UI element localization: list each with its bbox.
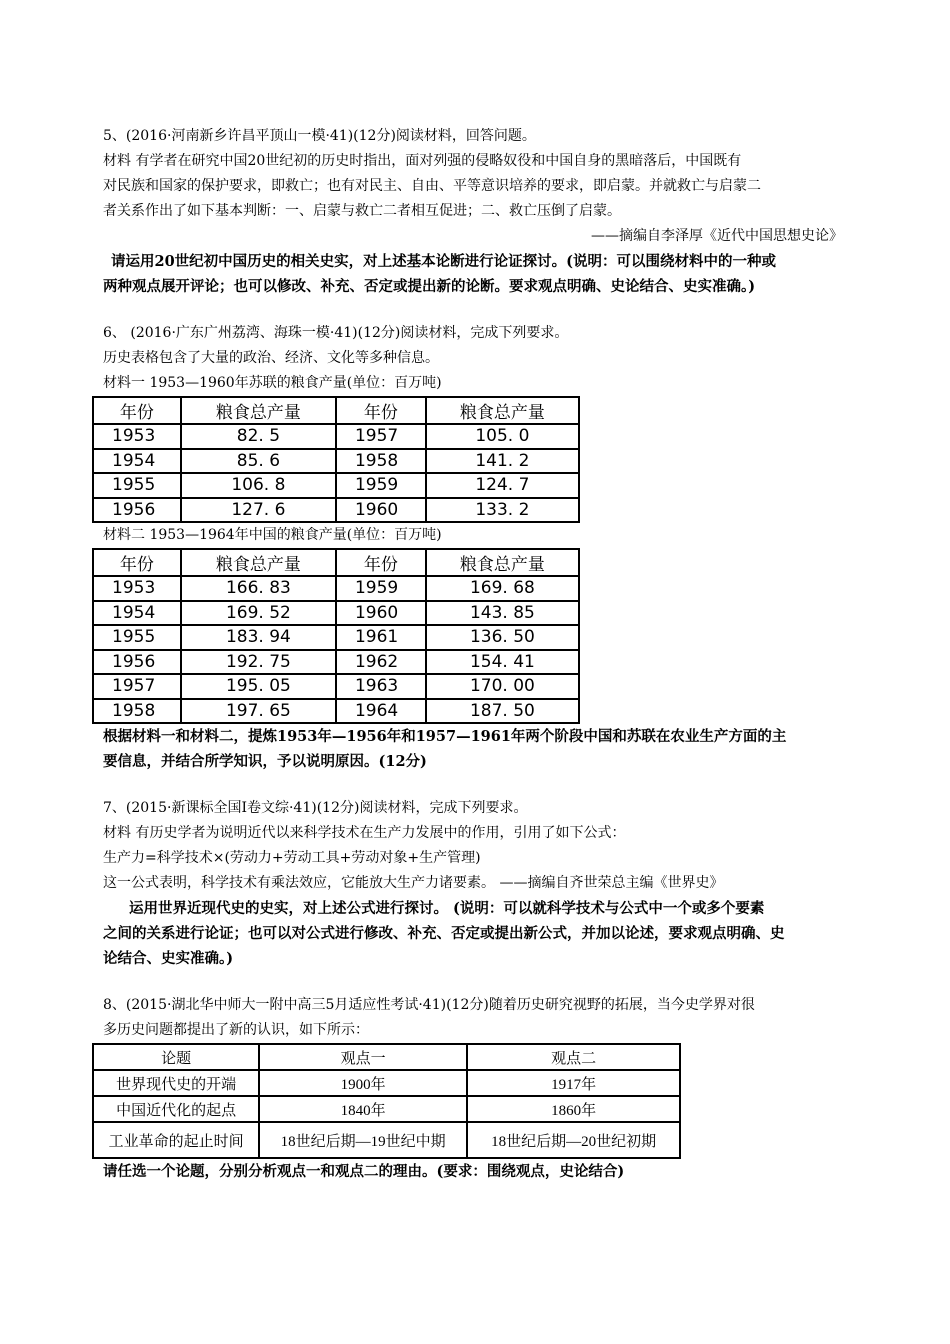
table-cell: 124. 7 bbox=[426, 473, 579, 498]
q5-material-line: 者关系作出了如下基本判断：一、启蒙与救亡二者相互促进；二、救亡压倒了启蒙。 bbox=[103, 203, 621, 219]
table-cell: 1957 bbox=[93, 674, 181, 699]
ussr-grain-table bbox=[92, 396, 580, 523]
table-cell: 136. 50 bbox=[426, 625, 579, 650]
q8-title-line: 8、(2015·湖北华中师大一附中高三5月适应性考试·41)(12分)随着历史研究视野的拓展，当今史学界对很 bbox=[103, 997, 755, 1013]
table-cell: 1960 bbox=[336, 601, 426, 626]
table-cell: 1900年 bbox=[259, 1070, 467, 1096]
table-cell: 1956 bbox=[93, 650, 181, 675]
q7-material-line: 材料 有历史学者为说明近代以来科学技术在生产力发展中的作用，引用了如下公式： bbox=[103, 825, 626, 841]
table-cell: 141. 2 bbox=[426, 449, 579, 474]
table-row bbox=[93, 699, 579, 724]
table-header-row bbox=[93, 397, 579, 424]
table-cell: 183. 94 bbox=[181, 625, 336, 650]
table-header-row bbox=[93, 549, 579, 576]
table-cell: 1953 bbox=[93, 576, 181, 601]
q5-title: 5、(2016·河南新乡许昌平顶山一模·41)(12分)阅读材料，回答问题。 bbox=[103, 128, 536, 144]
q7-task-line: 之间的关系进行论证；也可以对公式进行修改、补充、否定或提出新公式，并加以论述，要求观点明确、史 bbox=[103, 925, 785, 942]
table-cell: 1954 bbox=[93, 601, 181, 626]
table-cell: 1956 bbox=[93, 498, 181, 523]
q7-title: 7、(2015·新课标全国Ⅰ卷文综·41)(12分)阅读材料，完成下列要求。 bbox=[103, 800, 528, 816]
q5-task-line: 请运用20世纪初中国历史的相关史实，对上述基本论断进行论证探讨。(说明：可以围绕材料中的一种或 bbox=[111, 253, 777, 270]
document-page bbox=[103, 124, 863, 1184]
table-cell: 1958 bbox=[93, 699, 181, 724]
table-cell: 1960 bbox=[336, 498, 426, 523]
table-cell: 169. 52 bbox=[181, 601, 336, 626]
table-cell: 1917年 bbox=[467, 1070, 680, 1096]
table-header-cell: 年份 bbox=[93, 397, 181, 424]
table-header-row bbox=[93, 1044, 680, 1070]
table-cell: 154. 41 bbox=[426, 650, 579, 675]
q6-title: 6、 (2016·广东广州荔湾、海珠一模·41)(12分)阅读材料，完成下列要求。 bbox=[103, 325, 569, 341]
table-row bbox=[93, 576, 579, 601]
table-cell: 1954 bbox=[93, 449, 181, 474]
table-header-cell: 年份 bbox=[336, 549, 426, 576]
table-header-cell: 粮食总产量 bbox=[426, 397, 579, 424]
table-cell: 1955 bbox=[93, 625, 181, 650]
table-cell: 1964 bbox=[336, 699, 426, 724]
table-cell: 105. 0 bbox=[426, 424, 579, 449]
table-cell: 工业革命的起止时间 bbox=[93, 1122, 259, 1158]
q6-intro: 历史表格包含了大量的政治、经济、文化等多种信息。 bbox=[103, 350, 439, 366]
table-row bbox=[93, 1096, 680, 1122]
q5-source: ——摘编自李泽厚《近代中国思想史论》 bbox=[591, 228, 843, 244]
q6-material1-caption: 材料一 1953—1960年苏联的粮食产量(单位：百万吨) bbox=[103, 375, 442, 391]
q5-material-line: 对民族和国家的保护要求，即救亡；也有对民主、自由、平等意识培养的要求，即启蒙。并就救亡与启蒙二 bbox=[103, 178, 761, 194]
table-cell: 169. 68 bbox=[426, 576, 579, 601]
table-row bbox=[93, 424, 579, 449]
table-header-cell: 观点二 bbox=[467, 1044, 680, 1070]
table-cell: 187. 50 bbox=[426, 699, 579, 724]
q5-task-line: 两种观点展开评论；也可以修改、补充、否定或提出新的论断。要求观点明确、史论结合、史实准确。) bbox=[103, 278, 756, 295]
q8-title-line: 多历史问题都提出了新的认识，如下所示： bbox=[103, 1022, 369, 1038]
table-header-cell: 观点一 bbox=[259, 1044, 467, 1070]
table-cell: 世界现代史的开端 bbox=[93, 1070, 259, 1096]
table-header-cell: 粮食总产量 bbox=[181, 397, 336, 424]
table-row bbox=[93, 601, 579, 626]
table-cell: 1958 bbox=[336, 449, 426, 474]
table-cell: 133. 2 bbox=[426, 498, 579, 523]
table-cell: 170. 00 bbox=[426, 674, 579, 699]
q7-task-line: 论结合、史实准确。) bbox=[103, 950, 234, 967]
table-row bbox=[93, 473, 579, 498]
table-row bbox=[93, 498, 579, 523]
table-cell: 127. 6 bbox=[181, 498, 336, 523]
table-cell: 197. 65 bbox=[181, 699, 336, 724]
china-grain-table bbox=[92, 548, 580, 724]
table-row bbox=[93, 1070, 680, 1096]
table-row bbox=[93, 449, 579, 474]
table-cell: 143. 85 bbox=[426, 601, 579, 626]
table-cell: 1962 bbox=[336, 650, 426, 675]
table-cell: 中国近代化的起点 bbox=[93, 1096, 259, 1122]
q8-task: 请任选一个论题，分别分析观点一和观点二的理由。(要求：围绕观点，史论结合) bbox=[103, 1163, 625, 1180]
table-cell: 1963 bbox=[336, 674, 426, 699]
table-cell: 85. 6 bbox=[181, 449, 336, 474]
table-cell: 1860年 bbox=[467, 1096, 680, 1122]
table-header-cell: 粮食总产量 bbox=[426, 549, 579, 576]
table-cell: 82. 5 bbox=[181, 424, 336, 449]
q7-formula: 生产力=科学技术×(劳动力+劳动工具+劳动对象+生产管理) bbox=[103, 850, 481, 866]
table-cell: 195. 05 bbox=[181, 674, 336, 699]
q6-material2-caption: 材料二 1953—1964年中国的粮食产量(单位：百万吨) bbox=[103, 527, 442, 543]
table-cell: 1959 bbox=[336, 576, 426, 601]
q7-material-line: 这一公式表明，科学技术有乘法效应，它能放大生产力诸要素。 ——摘编自齐世荣总主编《世界史》 bbox=[103, 875, 724, 891]
table-cell: 18世纪后期—20世纪初期 bbox=[467, 1122, 680, 1158]
table-cell: 1961 bbox=[336, 625, 426, 650]
table-row bbox=[93, 625, 579, 650]
table-header-cell: 年份 bbox=[336, 397, 426, 424]
table-cell: 18世纪后期—19世纪中期 bbox=[259, 1122, 467, 1158]
q6-task-line: 要信息，并结合所学知识，予以说明原因。(12分) bbox=[103, 753, 427, 770]
viewpoints-table bbox=[92, 1043, 681, 1159]
table-cell: 1959 bbox=[336, 473, 426, 498]
table-header-cell: 年份 bbox=[93, 549, 181, 576]
table-header-cell: 论题 bbox=[93, 1044, 259, 1070]
table-row bbox=[93, 650, 579, 675]
table-cell: 1840年 bbox=[259, 1096, 467, 1122]
table-header-cell: 粮食总产量 bbox=[181, 549, 336, 576]
table-cell: 166. 83 bbox=[181, 576, 336, 601]
table-cell: 1955 bbox=[93, 473, 181, 498]
q6-task-line: 根据材料一和材料二，提炼1953年—1956年和1957—1961年两个阶段中国和苏联在农业生产方面的主 bbox=[103, 728, 787, 745]
table-cell: 106. 8 bbox=[181, 473, 336, 498]
table-cell: 1957 bbox=[336, 424, 426, 449]
table-cell: 1953 bbox=[93, 424, 181, 449]
q7-task-line: 运用世界近现代史的史实，对上述公式进行探讨。 (说明：可以就科学技术与公式中一个或多个要素 bbox=[129, 900, 765, 917]
table-cell: 192. 75 bbox=[181, 650, 336, 675]
table-row bbox=[93, 674, 579, 699]
table-row bbox=[93, 1122, 680, 1158]
q5-material-line: 材料 有学者在研究中国20世纪初的历史时指出，面对列强的侵略奴役和中国自身的黑暗落后，中国既有 bbox=[103, 153, 742, 169]
